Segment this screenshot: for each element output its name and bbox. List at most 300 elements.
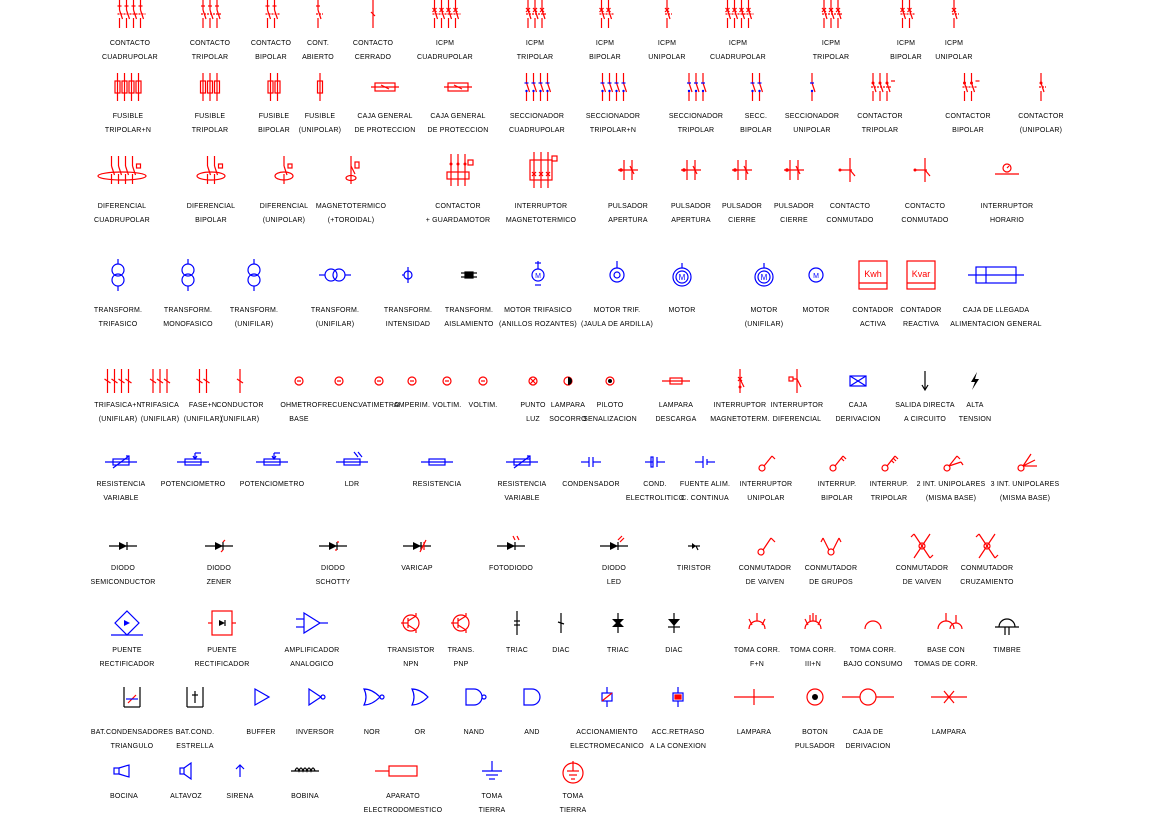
label-line: F+N [749,661,765,668]
diac-icon [642,601,706,645]
label-line: ACCIONAMIENTO [576,729,638,736]
contactor-motor-icon [426,148,490,192]
junction-box-icon [826,359,890,403]
label-line: BOCINA [109,793,139,800]
label-line: ELECTRODOMESTICO [363,807,443,814]
label-line: BIPOLAR [589,54,621,61]
rcd-1-icon [252,148,316,192]
label-line: BIPOLAR [258,127,290,134]
appliance-icon [371,749,435,793]
mcb-box-icon [509,148,573,192]
label-line: FASE+N [188,402,218,409]
ground-circle-icon [541,749,605,793]
label-line: PULSADOR [607,203,649,210]
changeover-icon [893,148,957,192]
label-line: DIODO [321,565,345,572]
label-line: (UNIFILAR) [315,321,355,328]
label-line: CONMUTADO [901,217,949,224]
label-line: ICPM [525,40,545,47]
svg-text:Kvar: Kvar [911,269,931,279]
label-line: CUADRUPOLAR [94,217,150,224]
label-line: (UNIFILAR) [140,416,180,423]
label-line: VATIMETRO [358,402,400,409]
label-line: TRIPOLAR [812,54,850,61]
label-line: BOBINA [291,793,319,800]
label-line: INTERRUP. [817,481,857,488]
label-line: LAMPARA [736,729,772,736]
label-line: LAMPARA [550,402,586,409]
motor-icon [650,253,714,297]
svg-text:M: M [535,273,541,280]
label-line: NPN [403,661,419,668]
ground-icon [460,749,524,793]
label-line: (JAULA DE ARDILLA) [580,321,654,328]
amplifier-icon [280,601,344,645]
label-line: VARICAP [401,565,433,572]
label-line: UNIPOLAR [935,54,973,61]
label-line: TOMA CORR. [789,647,837,654]
symbol-label [296,200,406,228]
label-line: TRANSFORM. [163,307,213,314]
label-line: VARIABLE [103,495,139,502]
label-line: SEMICONDUCTOR [90,579,156,586]
delay-relay-icon [646,675,710,719]
contactor-3-icon [848,65,912,109]
label-line: BIPOLAR [195,217,227,224]
label-line: ICPM [944,40,964,47]
label-line: RESISTENCIA [96,481,146,488]
label-line: TRANS. [447,647,475,654]
label-line: INTERRUPTOR [713,402,767,409]
label-line: INVERSOR [295,729,335,736]
label-line: BIPOLAR [890,54,922,61]
switch-3-icon [178,0,242,36]
label-line: DIODO [602,565,626,572]
label-line: ICPM [821,40,841,47]
label-line: LAMPARA [658,402,694,409]
label-line: TRIAC [506,647,528,654]
label-line: (UNIPOLAR) [262,217,306,224]
label-line: SOCORRO [549,416,587,423]
breaker-3-icon [799,0,863,36]
label-line: MOTOR TRIFASICO [504,307,572,314]
label-line: MAGNETOTERMICO [505,217,577,224]
label-line: ICPM [896,40,916,47]
switch-closed-icon [341,0,405,36]
label-line: TRIFASICA [141,402,179,409]
label-line: C. CONTINUA [681,495,729,502]
label-line: 3 INT. UNIPOLARES [990,481,1060,488]
label-line: A LA CONEXION [649,743,707,750]
label-line: CUADRUPOLAR [509,127,565,134]
label-line: DE VAIVEN [745,579,785,586]
contactor-1-icon [1009,65,1073,109]
label-line: REACTIVA [902,321,940,328]
triac-icon [586,601,650,645]
motor-rings-icon [506,253,570,297]
label-line: TOMA CORR. [733,647,781,654]
label-line: COND. [643,481,667,488]
label-line: VARIABLE [504,495,540,502]
label-line: TRANSFORM. [444,307,494,314]
label-line: DIODO [207,565,231,572]
label-line: BIPOLAR [952,127,984,134]
symbol-label [952,200,1062,228]
label-line: VOLTIM. [432,402,462,409]
label-line: ANALOGICO [290,661,334,668]
transformer-icon [86,253,150,297]
label-line: CONTACTO [109,40,151,47]
label-line: DE PROTECCION [354,127,416,134]
label-line: TIMBRE [993,647,1021,654]
label-line: A CIRCUITO [904,416,946,423]
svg-text:M: M [678,273,686,282]
label-line: DE GRUPOS [809,579,853,586]
horn-icon [92,749,156,793]
diac-line-icon [529,601,593,645]
and-gate-icon [500,675,564,719]
label-line: MOTOR [750,307,778,314]
label-line: CONMUTADOR [738,565,792,572]
symbol-label [456,562,566,576]
label-line: (MISMA BASE) [925,495,977,502]
lamp-bar-icon [722,675,786,719]
label-line: AMPLIFICADOR [284,647,340,654]
label-line: CAJA DE LLEGADA [962,307,1030,314]
symbol-label [986,110,1096,138]
symbol-label [899,37,1009,65]
label-line: CONTACTO [250,40,292,47]
label-line: INTERRUPTOR [514,203,568,210]
label-line: CERRADO [354,54,392,61]
timer-switch-icon [975,148,1039,192]
label-line: RECTIFICADOR [194,661,250,668]
label-line: CUADRUPOLAR [102,54,158,61]
label-line: CONT. [307,40,329,47]
label-line: TRANSFORM. [93,307,143,314]
label-line: CAJA GENERAL [357,113,413,120]
label-line: DIAC [552,647,570,654]
label-line: RECTIFICADOR [99,661,155,668]
label-line: MOTOR TRIF. [593,307,641,314]
pilot-lamp-icon [578,359,642,403]
label-line: TRANSFORM. [383,307,433,314]
label-line: ZENER [206,579,232,586]
label-line: SCHOTTY [315,579,351,586]
label-line: TRIFASICO [98,321,138,328]
not-gate-icon [283,675,347,719]
label-line: SECCIONADOR [784,113,840,120]
label-line: DERIVACION [845,743,891,750]
mcb-icon [708,359,772,403]
motor-small-icon [784,253,848,297]
label-line: CONTADOR [852,307,894,314]
label-line: CONMUTADOR [960,565,1014,572]
label-line: TIRISTOR [676,565,712,572]
conductor-1-icon [208,359,272,403]
contactor-2-icon [936,65,1000,109]
label-line: CUADRUPOLAR [417,54,473,61]
disconnector-3-icon [664,65,728,109]
label-line: SECCIONADOR [509,113,565,120]
label-line: INTERRUPTOR [770,402,824,409]
label-line: TOMAS DE CORR. [914,661,978,668]
label-line: DERIVACION [835,416,881,423]
label-line: TRIPOLAR [677,127,715,134]
label-line: DE PROTECCION [427,127,489,134]
label-line: SENALIZACION [583,416,637,423]
label-line: POTENCIOMETRO [160,481,226,488]
label-line: ICPM [595,40,615,47]
label-line: TRIPOLAR [516,54,554,61]
label-line: DIFERENCIAL [186,203,236,210]
symbol-label [518,790,628,818]
relay-coil-icon [575,675,639,719]
capacitor-bank-star-icon [163,675,227,719]
current-transformer-icon [376,253,440,297]
fuse-1-icon [288,65,352,109]
label-line: OR [414,729,426,736]
label-line: DIFERENCIAL [97,203,147,210]
label-line: (UNIFILAR) [744,321,784,328]
symbol-label [920,399,1030,427]
label-line: BIPOLAR [821,495,853,502]
label-line: CONTACTOR [435,203,481,210]
junction-circle-icon [836,675,900,719]
label-line: MAGNETOTERMICO [315,203,387,210]
label-line: TOMA [562,793,584,800]
label-line: TRIPOLAR+N [589,127,637,134]
label-line: (+TOROIDAL) [327,217,375,224]
symbol-label [970,478,1080,506]
label-line: CONMUTADOR [804,565,858,572]
label-line: BUFFER [246,729,276,736]
label-line: DIFERENCIAL [772,416,822,423]
label-line: (UNIFILAR) [183,416,223,423]
label-line: CONDENSADOR [562,481,620,488]
label-line: CONTACTOR [857,113,903,120]
breaker-1-icon [635,0,699,36]
bell-icon [975,601,1039,645]
socket-low-icon [841,601,905,645]
label-line: TENSION [958,416,992,423]
label-line: 2 INT. UNIPOLARES [916,481,986,488]
nand-gate-icon [442,675,506,719]
label-line: SIRENA [226,793,254,800]
label-line: APERTURA [671,217,711,224]
socket-fn-icon [725,601,789,645]
label-line: INTERRUPTOR [980,203,1034,210]
label-line: CONTACTO [829,203,871,210]
fuse-box-icon [353,65,417,109]
label-line: BAT.CONDENSADORES [90,729,174,736]
label-line: ICPM [435,40,455,47]
label-line: LDR [344,481,360,488]
label-line: FUSIBLE [194,113,226,120]
disconnector-1-icon [780,65,844,109]
label-line: AMPERIM. [393,402,431,409]
rcd-icon [765,359,829,403]
label-line: CONDUCTOR [216,402,264,409]
symbol-label [257,644,367,672]
bridge-rectifier-icon [95,601,159,645]
breaker-1-icon [922,0,986,36]
label-line: TRIPOLAR [861,127,899,134]
symbol-label [164,562,274,590]
label-line: DESCARGA [655,416,697,423]
label-line: AISLAMIENTO [444,321,494,328]
label-line: ALIMENTACION GENERAL [950,321,1042,328]
label-line: (ANILLOS ROZANTES) [499,321,577,328]
label-line: CONTACTOR [945,113,991,120]
coil-icon [273,749,337,793]
symbol-label [894,726,1004,740]
label-line: TRIPOLAR [191,127,229,134]
label-line: NOR [363,729,381,736]
disconnector-2-icon [724,65,788,109]
label-line: ACTIVA [860,321,886,328]
label-line: CRUZAMIENTO [960,579,1014,586]
label-line: ELECTROMECANICO [570,743,644,750]
switch-4-icon [98,0,162,36]
supply-box-icon [964,253,1028,297]
label-line: SECCIONADOR [668,113,724,120]
label-line: TIERRA [559,807,587,814]
disconnector-4-icon [581,65,645,109]
motor-cage-icon [585,253,649,297]
label-line: PUENTE [207,647,237,654]
label-line: TRANSFORM. [229,307,279,314]
label-line: (UNIFILAR) [98,416,138,423]
label-line: ALTA [966,402,984,409]
label-line: CONTACTO [352,40,394,47]
svg-text:Kwh: Kwh [864,269,882,279]
label-line: (UNIFILAR) [220,416,260,423]
symbol-label [932,562,1042,590]
label-line: BASE [289,416,309,423]
label-line: INTENSIDAD [385,321,431,328]
label-line: ABIERTO [302,54,334,61]
pushbutton-icon [762,148,826,192]
svg-text:M: M [760,273,768,282]
lightning-icon [943,359,1007,403]
label-line: ICPM [657,40,677,47]
label-line: VOLTIM. [468,402,498,409]
label-line: DIAC [665,647,683,654]
label-line: SALIDA DIRECTA [895,402,955,409]
label-line: TRANSISTOR [387,647,435,654]
fuse-3-icon [178,65,242,109]
symbol-label [952,644,1062,658]
pnp-transistor-icon [429,601,493,645]
symbol-label [250,790,360,804]
transformer-icon [222,253,286,297]
label-line: PULSADOR [670,203,712,210]
bridge-rectifier-box-icon [190,601,254,645]
label-line: RESISTENCIA [412,481,462,488]
label-line: TOMA CORR. [849,647,897,654]
label-line: INTERRUP. [869,481,909,488]
label-line: SECCIONADOR [585,113,641,120]
label-line: CAJA DE [852,729,884,736]
label-line: FOTODIODO [488,565,534,572]
label-line: UNIPOLAR [648,54,686,61]
label-line: FUSIBLE [304,113,336,120]
label-line: CONMUTADOR [895,565,949,572]
label-line: CIERRE [728,217,756,224]
label-line: PULSADOR [794,743,836,750]
label-line: PNP [453,661,469,668]
label-line: FUSIBLE [258,113,290,120]
label-line: BIPOLAR [740,127,772,134]
label-line: BASE CON [927,647,965,654]
pushbutton-icon [596,148,660,192]
label-line: CIERRE [780,217,808,224]
socket-base-icon [914,601,978,645]
label-line: MONOFASICO [163,321,213,328]
label-line: APARATO [386,793,420,800]
label-line: DIFERENCIAL [259,203,309,210]
label-line: LAMPARA [931,729,967,736]
label-line: TRIANGULO [110,743,154,750]
label-line: TIERRA [478,807,506,814]
label-line: FRECUENC. [317,402,361,409]
discharge-lamp-icon [644,359,708,403]
label-line: ICPM [728,40,748,47]
label-line: BIPOLAR [255,54,287,61]
label-line: LUZ [526,416,540,423]
label-line: SECC. [744,113,768,120]
meter-kvar-icon [889,253,953,297]
isolation-transformer-icon [437,253,501,297]
breaker-4-icon [413,0,477,36]
label-line: CONMUTADO [826,217,874,224]
fuse-box-icon [426,65,490,109]
label-line: TRANSFORM. [310,307,360,314]
label-line: DIODO [111,565,135,572]
label-line: DE VAIVEN [902,579,942,586]
label-line: (UNIPOLAR) [298,127,342,134]
symbol-label [72,644,182,672]
label-line: ACC.RETRASO [651,729,705,736]
mcb-toroid-icon [319,148,383,192]
label-line: PULSADOR [773,203,815,210]
label-line: CAJA GENERAL [430,113,486,120]
svg-text:M: M [813,273,819,280]
label-line: LED [606,579,622,586]
label-line: ELECTROLITICO [625,495,685,502]
label-line: ESTRELLA [176,743,214,750]
breaker-4-icon [706,0,770,36]
socket-3n-icon [781,601,845,645]
label-line: BAJO CONSUMO [843,661,903,668]
label-line: PUENTE [112,647,142,654]
transformer-h-icon [303,253,367,297]
rcd-4-icon [90,148,154,192]
label-line: TOMA [481,793,503,800]
label-line: RESISTENCIA [497,481,547,488]
breaker-3-icon [503,0,567,36]
label-line: TRIFASICA+N [94,402,142,409]
label-line: TRIPOLAR [191,54,229,61]
capacitor-bank-delta-icon [100,675,164,719]
label-line: ALTAVOZ [170,793,202,800]
label-line: CUADRUPOLAR [710,54,766,61]
changeover-icon [818,148,882,192]
label-line: HORARIO [989,217,1025,224]
label-line: CONTADOR [900,307,942,314]
label-line: FUSIBLE [112,113,144,120]
